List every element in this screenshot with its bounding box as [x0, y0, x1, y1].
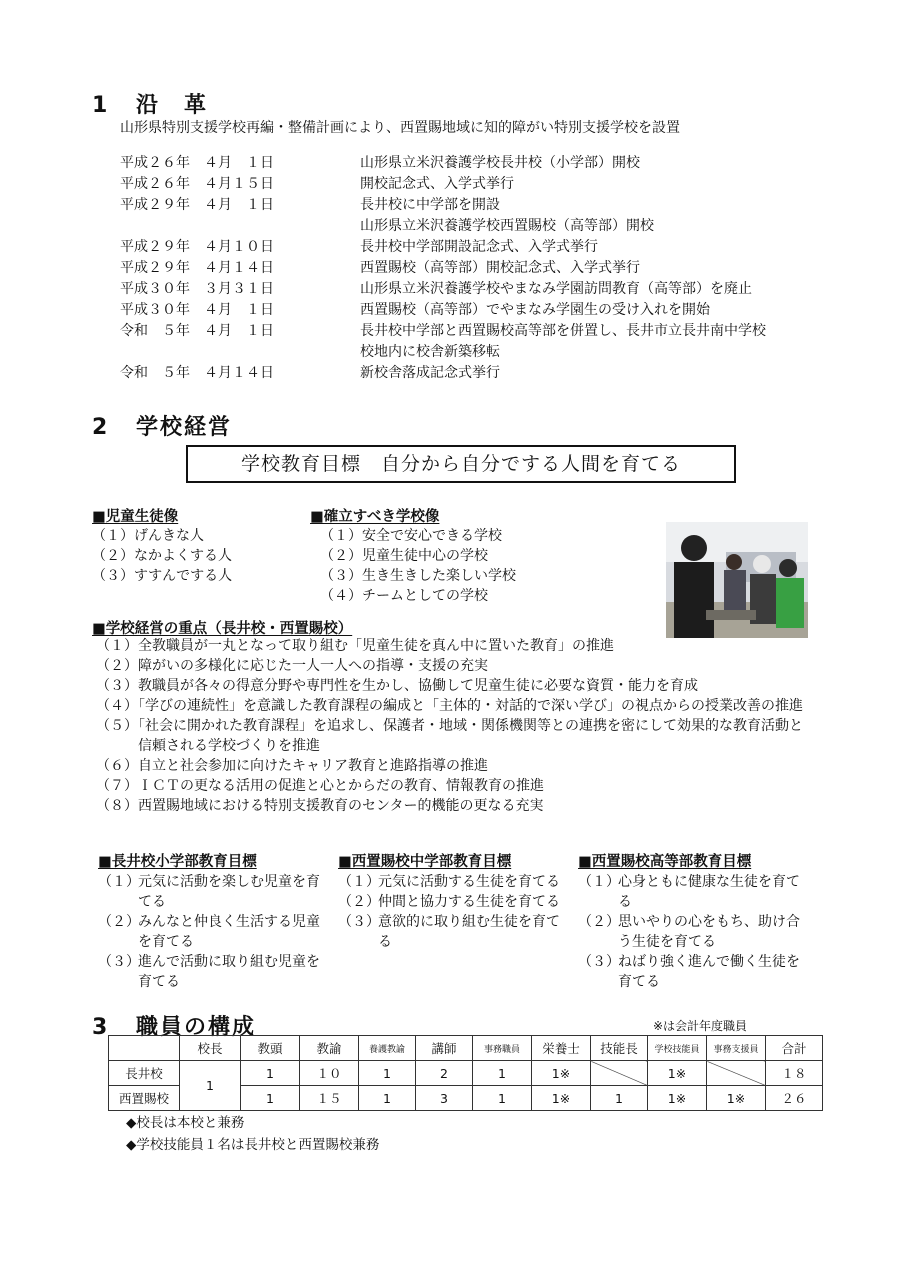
- staff-header-cell: 養護教諭: [359, 1036, 416, 1061]
- section1-title: 沿 革: [136, 93, 209, 118]
- school-name-cell: 長井校: [109, 1061, 180, 1086]
- history-event: 山形県立米沢養護学校長井校（小学部）開校: [360, 155, 640, 171]
- school-goal-box: 学校教育目標 自分から自分でする人間を育てる: [186, 445, 736, 483]
- list-item: （７）ＩＣＴの更なる活用の促進と心とからだの教育、情報教育の推進: [96, 778, 544, 794]
- staff-note: ◆学校技能員１名は長井校と西置賜校兼務: [126, 1137, 380, 1153]
- photo-illustration: [666, 522, 808, 638]
- goal-text: 思いやりの心をもち、助け合う生徒を育てる: [618, 914, 800, 950]
- staff-header-cell: 栄養士: [532, 1036, 591, 1061]
- history-event: 開校記念式、入学式挙行: [360, 176, 514, 192]
- history-event: 西置賜校（高等部）開校記念式、入学式挙行: [360, 260, 640, 276]
- empty-cell: [707, 1061, 766, 1086]
- staff-notes: [126, 1112, 379, 1156]
- children-image-block: [92, 505, 232, 586]
- history-date: 令和 ５年 ４月１４日: [120, 365, 274, 381]
- department-goal-item: [98, 872, 323, 912]
- goal-number: （２）: [338, 894, 380, 910]
- history-event: 長井校中学部と西置賜校高等部を併置し、長井市立長井南中学校: [360, 323, 766, 339]
- department-goal-item: [578, 912, 803, 952]
- department-goal-heading: ■西置賜校高等部教育目標: [578, 854, 752, 870]
- goal-text: 元気に活動する生徒を育てる: [378, 874, 560, 890]
- staff-count-cell: 1: [241, 1061, 300, 1086]
- staff-count-cell: 1: [359, 1086, 416, 1111]
- section1-intro: 山形県特別支援学校再編・整備計画により、西置賜地域に知的障がい特別支援学校を設置: [120, 120, 680, 136]
- goal-text: 意欲的に取り組む生徒を育てる: [378, 914, 560, 950]
- staff-count-cell: 3: [416, 1086, 473, 1111]
- staff-count-cell: 1: [473, 1061, 532, 1086]
- list-item: （４）チームとしての学校: [320, 588, 488, 604]
- children-list: [92, 526, 232, 586]
- staff-count-cell: １０: [300, 1061, 359, 1086]
- list-item: （３）すすんでする人: [92, 568, 233, 584]
- focus-list: [96, 636, 803, 816]
- school-image-block: [310, 505, 516, 606]
- list-item: （１）安全で安心できる学校: [320, 528, 502, 544]
- history-event: 長井校中学部開設記念式、入学式挙行: [360, 239, 598, 255]
- staff-header-cell: 講師: [416, 1036, 473, 1061]
- focus-heading: ■学校経営の重点（長井校・西置賜校）: [92, 621, 353, 637]
- staff-count-cell: 2: [416, 1061, 473, 1086]
- department-goal-item: [578, 952, 803, 992]
- list-item: （３）生き生きした楽しい学校: [320, 568, 516, 584]
- history-event: 山形県立米沢養護学校やまなみ学園訪問教育（高等部）を廃止: [360, 281, 752, 297]
- list-item: （２）障がいの多様化に応じた一人一人への指導・支援の充実: [96, 658, 488, 674]
- section1-heading: [92, 88, 208, 119]
- history-date: 平成２９年 ４月 １日: [120, 197, 274, 213]
- goal-text: ねばり強く進んで働く生徒を育てる: [618, 954, 800, 990]
- department-goal-item: [338, 872, 563, 892]
- list-item: 信頼される学校づくりを推進: [96, 738, 320, 754]
- staff-header-cell: 事務支援員: [707, 1036, 766, 1061]
- school-name-cell: 西置賜校: [109, 1086, 180, 1111]
- section3-number: 3: [92, 1015, 110, 1040]
- history-date: 平成２９年 ４月１０日: [120, 239, 274, 255]
- history-event: 校地内に校舎新築移転: [360, 344, 500, 360]
- staff-header-cell: 教頭: [241, 1036, 300, 1061]
- goal-number: （３）: [98, 954, 140, 970]
- staff-count-cell: 1※: [532, 1061, 591, 1086]
- goal-number: （２）: [98, 914, 140, 930]
- department-goal-item: [98, 912, 323, 952]
- section2-heading: [92, 410, 232, 441]
- staff-count-cell: 1※: [707, 1086, 766, 1111]
- principal-count-cell: 1: [180, 1061, 241, 1111]
- list-item: （３）教職員が各々の得意分野や専門性を生かし、協働して児童生徒に必要な資質・能力を育成: [96, 678, 698, 694]
- history-date: 平成３０年 ４月 １日: [120, 302, 274, 318]
- department-goal-column: [338, 850, 563, 952]
- staff-header-cell: 学校技能員: [648, 1036, 707, 1061]
- history-event: 西置賜校（高等部）でやまなみ学園生の受け入れを開始: [360, 302, 710, 318]
- list-item: （２）なかよくする人: [92, 548, 232, 564]
- staff-count-cell: 1: [591, 1086, 648, 1111]
- list-item: （１）全教職員が一丸となって取り組む「児童生徒を真ん中に置いた教育」の推進: [96, 638, 614, 654]
- goal-number: （２）: [578, 914, 620, 930]
- section3-title: 職員の構成: [136, 1015, 257, 1040]
- department-goal-heading: ■西置賜校中学部教育目標: [338, 854, 512, 870]
- staff-header-row: [109, 1036, 823, 1061]
- focus-block: [92, 617, 352, 638]
- department-goal-item: [578, 872, 803, 912]
- staff-header-cell: 技能長: [591, 1036, 648, 1061]
- list-item: （６）自立と社会参加に向けたキャリア教育と進路指導の推進: [96, 758, 488, 774]
- goal-text: 心身ともに健康な生徒を育てる: [618, 874, 800, 910]
- history-date: 平成２６年 ４月 １日: [120, 155, 274, 171]
- empty-cell: [591, 1061, 648, 1086]
- department-goal-item: [98, 952, 323, 992]
- history-event: 山形県立米沢養護学校西置賜校（高等部）開校: [360, 218, 654, 234]
- history-date: 令和 ５年 ４月 １日: [120, 323, 274, 339]
- department-goal-item: [338, 912, 563, 952]
- history-date: 平成２６年 ４月１５日: [120, 176, 274, 192]
- goal-text: 元気に活動を楽しむ児童を育てる: [138, 874, 320, 910]
- goal-number: （３）: [578, 954, 620, 970]
- staff-count-cell: 1: [241, 1086, 300, 1111]
- section2-title: 学校経営: [136, 415, 233, 440]
- history-date: 平成３０年 ３月３１日: [120, 281, 274, 297]
- staff-table: [108, 1035, 823, 1111]
- staff-count-cell: 1※: [648, 1086, 707, 1111]
- staff-count-cell: １８: [766, 1061, 823, 1086]
- goal-number: （３）: [338, 914, 380, 930]
- school-activity-photo: [666, 522, 808, 638]
- accounting-staff-note: ※は会計年度職員: [653, 1019, 748, 1033]
- staff-count-cell: 1※: [648, 1061, 707, 1086]
- staff-count-cell: ２６: [766, 1086, 823, 1111]
- section1-number: 1: [92, 93, 110, 118]
- school-list: [310, 526, 516, 606]
- staff-note: ◆校長は本校と兼務: [126, 1115, 245, 1131]
- goal-number: （１）: [578, 874, 620, 890]
- goal-number: （１）: [98, 874, 140, 890]
- list-item: （８）西置賜地域における特別支援教育のセンター的機能の更なる充実: [96, 798, 544, 814]
- history-event: 長井校に中学部を開設: [360, 197, 500, 213]
- staff-count-cell: 1: [359, 1061, 416, 1086]
- history-event: 新校舎落成記念式挙行: [360, 365, 500, 381]
- school-heading: ■確立すべき学校像: [310, 509, 440, 525]
- list-item: （４）「学びの連続性」を意識した教育課程の編成と「主体的・対話的で深い学び」の視点からの授業改善の推進: [96, 698, 803, 714]
- history-date: 平成２９年 ４月１４日: [120, 260, 274, 276]
- staff-count-cell: １５: [300, 1086, 359, 1111]
- department-goal-heading: ■長井校小学部教育目標: [98, 854, 257, 870]
- staff-header-cell: 教諭: [300, 1036, 359, 1061]
- children-heading: ■児童生徒像: [92, 509, 179, 525]
- department-goal-column: [578, 850, 803, 992]
- department-goal-item: [338, 892, 563, 912]
- staff-header-cell: 校長: [180, 1036, 241, 1061]
- staff-count-cell: 1※: [532, 1086, 591, 1111]
- department-goal-column: [98, 850, 323, 992]
- staff-header-cell: 事務職員: [473, 1036, 532, 1061]
- section2-number: 2: [92, 415, 110, 440]
- staff-count-cell: 1: [473, 1086, 532, 1111]
- list-item: （２）児童生徒中心の学校: [320, 548, 488, 564]
- staff-header-cell: [109, 1036, 180, 1061]
- list-item: （１）げんきな人: [92, 528, 204, 544]
- goal-text: みんなと仲良く生活する児童を育てる: [138, 914, 320, 950]
- goal-number: （１）: [338, 874, 380, 890]
- list-item: （５）「社会に開かれた教育課程」を追求し、保護者・地域・関係機関等との連携を密にして効果的な教育活動と: [96, 718, 803, 734]
- table-row: [109, 1061, 823, 1086]
- staff-header-cell: 合計: [766, 1036, 823, 1061]
- goal-text: 仲間と協力する生徒を育てる: [378, 894, 560, 910]
- goal-text: 進んで活動に取り組む児童を育てる: [138, 954, 320, 990]
